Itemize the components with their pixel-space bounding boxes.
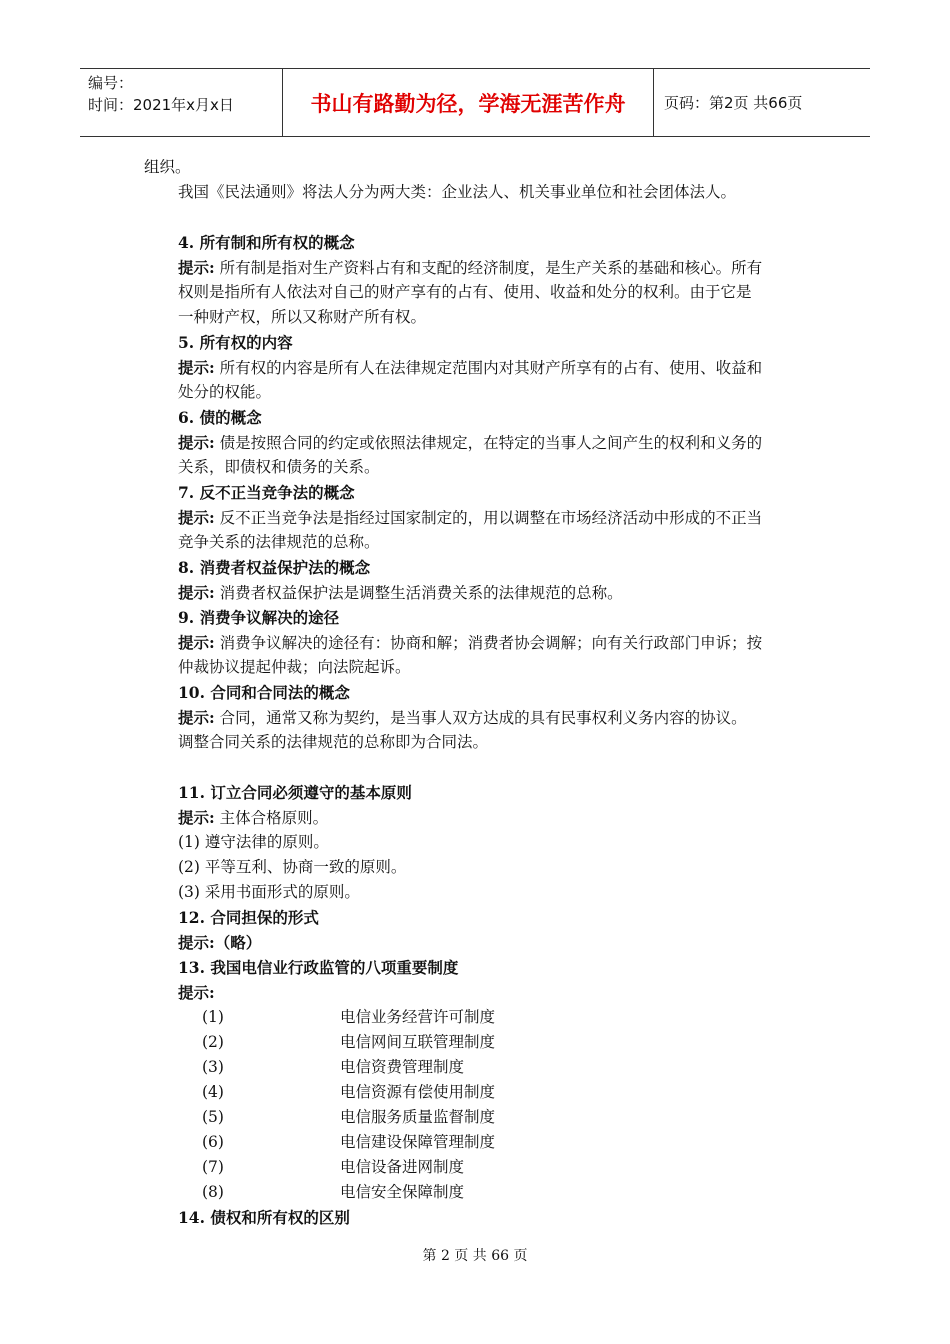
list-item-text: 电信网间互联管理制度 [340,1033,496,1051]
hint-label: 提示: [178,433,215,452]
hint-label: 提示: [178,508,215,527]
list-item [178,1105,818,1130]
list-item-number: (8) [202,1183,224,1201]
list-item-text: 电信资费管理制度 [340,1058,465,1076]
regulation-list [178,1005,818,1205]
section-heading-6: 6. 债的概念 [178,408,262,427]
list-item-text: 电信资源有偿使用制度 [340,1083,496,1101]
list-item-text: 电信建设保障管理制度 [340,1133,496,1151]
document-body [144,155,818,1230]
header-page-info: 页码：第2页 共66页 [664,94,803,112]
paragraph-line: 调整合同关系的法律规范的总称即为合同法。 [178,733,489,751]
paragraph-line [178,430,818,455]
time-label: 时间：2021年x月x日 [88,96,234,114]
section-heading-11: 11. 订立合同必须遵守的基本原则 [178,783,412,802]
number-label: 编号： [88,74,134,92]
list-item [178,1080,818,1105]
paragraph-line [178,580,818,605]
section-heading-10: 10. 合同和合同法的概念 [178,683,350,702]
section-heading-8: 8. 消费者权益保护法的概念 [178,558,371,577]
section-heading-12: 12. 合同担保的形式 [178,908,319,927]
list-item [178,1055,818,1080]
hint-text: 消费者权益保护法是调整生活消费关系的法律规范的总称。 [214,584,623,602]
list-item [178,1130,818,1155]
list-item-text: 电信设备进网制度 [340,1158,465,1176]
list-item [178,1005,818,1030]
hint-text: 合同，通常又称为契约，是当事人双方达成的具有民事权利义务内容的协议。 [214,709,747,727]
list-item-number: (7) [202,1158,224,1176]
header-motto: 书山有路勤为径，学海无涯苦作舟 [283,69,654,136]
list-item-text: 电信安全保障制度 [340,1183,465,1201]
hint-label: 提示: [178,258,215,277]
page-header [80,68,870,137]
paragraph-line: 竞争关系的法律规范的总称。 [178,533,380,551]
hint-text: 所有权的内容是所有人在法律规定范围内对其财产所享有的占有、使用、收益和 [214,359,763,377]
paragraph-line: 权则是指所有人依法对自己的财产享有的占有、使用、收益和处分的权利。由于它是 [178,283,752,301]
paragraph-line: 处分的权能。 [178,383,272,401]
list-item-number: (6) [202,1133,224,1151]
paragraph-line: 一种财产权，所以又称财产所有权。 [178,308,427,326]
paragraph-line [178,355,818,380]
list-item-text: 电信服务质量监督制度 [340,1108,496,1126]
hint-label: 提示: [178,583,215,602]
paragraph-line: 关系，即债权和债务的关系。 [178,458,380,476]
paragraph-line: 仲裁协议提起仲裁；向法院起诉。 [178,658,411,676]
paragraph-line [178,255,818,280]
page-footer: 第 2 页 共 66 页 [422,1248,528,1264]
paragraph-line [178,630,818,655]
list-item [178,1180,818,1205]
list-item [178,1155,818,1180]
list-item-number: (3) [202,1058,224,1076]
paragraph-line [178,505,818,530]
paragraph-line: (1) 遵守法律的原则。 [178,833,329,851]
hint-label: 提示: [178,633,215,652]
list-item-number: (2) [202,1033,224,1051]
paragraph-line [178,705,818,730]
hint-text: 反不正当竞争法是指经过国家制定的，用以调整在市场经济活动中形成的不正当 [214,509,763,527]
hint-text: 消费争议解决的途径有：协商和解；消费者协会调解；向有关行政部门申诉；按 [214,634,763,652]
section-heading-5: 5. 所有权的内容 [178,333,293,352]
list-item [178,1030,818,1055]
hint-text: 债是按照合同的约定或依照法律规定，在特定的当事人之间产生的权利和义务的 [214,434,763,452]
paragraph-line [178,805,818,830]
header-meta [80,69,283,136]
paragraph-line: 组织。 [144,158,191,176]
hint-label: 提示: [178,358,215,377]
hint-label: 提示:（略） [178,933,262,952]
paragraph-line: (3) 采用书面形式的原则。 [178,883,360,901]
paragraph-line: (2) 平等互利、协商一致的原则。 [178,858,407,876]
list-item-number: (4) [202,1083,224,1101]
section-heading-9: 9. 消费争议解决的途径 [178,608,340,627]
hint-label: 提示: [178,983,215,1002]
list-item-text: 电信业务经营许可制度 [340,1008,496,1026]
list-item-number: (5) [202,1108,224,1126]
section-heading-13: 13. 我国电信业行政监管的八项重要制度 [178,958,459,977]
list-item-number: (1) [202,1008,224,1026]
hint-text: 主体合格原则。 [214,809,329,827]
hint-label: 提示: [178,808,215,827]
hint-text: 所有制是指对生产资料占有和支配的经济制度，是生产关系的基础和核心。所有 [214,259,763,277]
hint-label: 提示: [178,708,215,727]
section-heading-14: 14. 债权和所有权的区别 [178,1208,350,1227]
section-heading-4: 4. 所有制和所有权的概念 [178,233,355,252]
section-heading-7: 7. 反不正当竞争法的概念 [178,483,355,502]
paragraph-line: 我国《民法通则》将法人分为两大类：企业法人、机关事业单位和社会团体法人。 [178,183,737,201]
